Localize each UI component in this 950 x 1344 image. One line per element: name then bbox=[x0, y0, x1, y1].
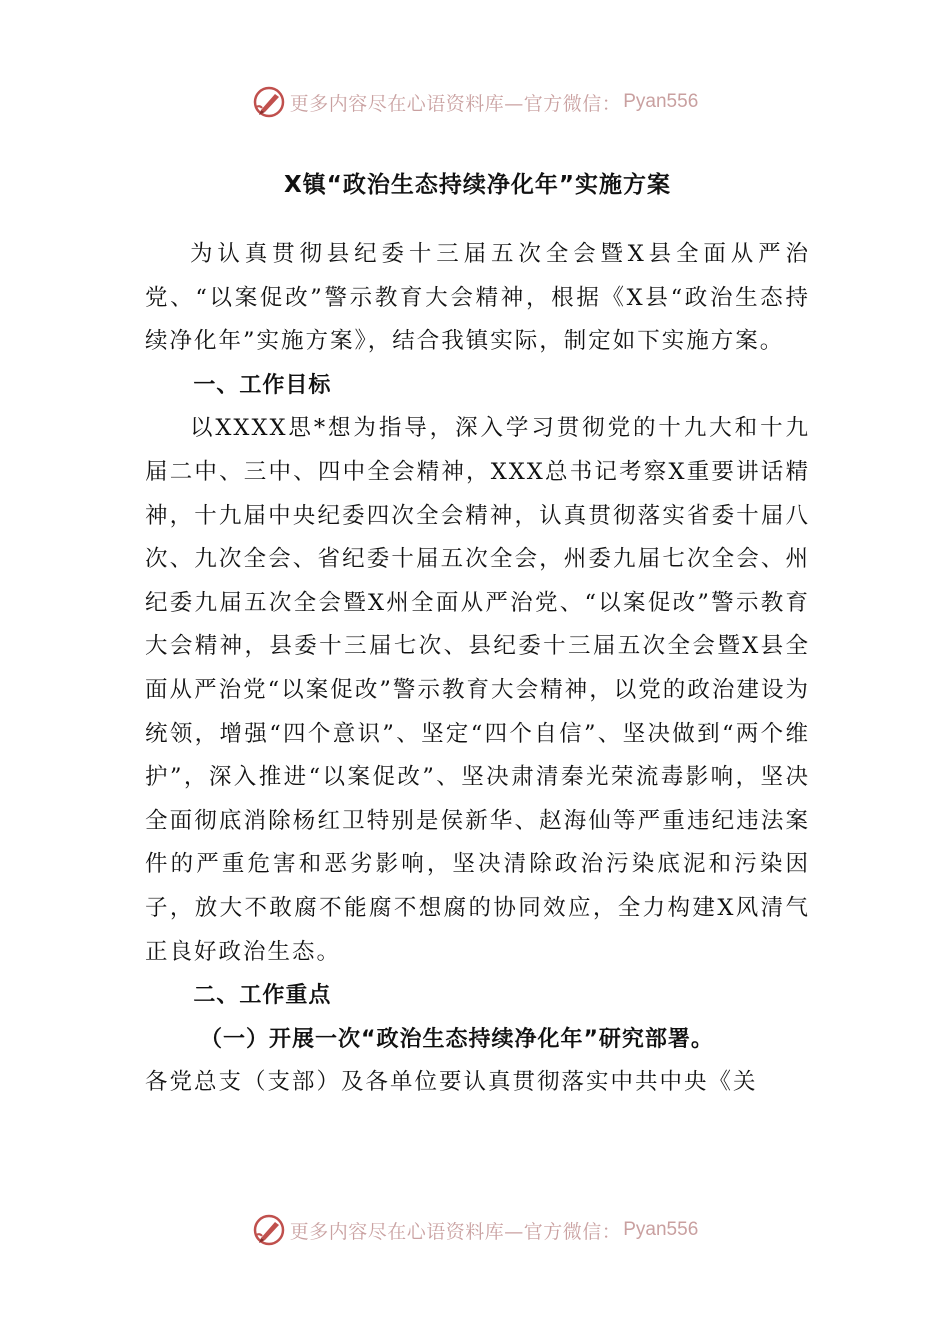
subsection-1-paragraph: 各党总支（支部）及各单位要认真贯彻落实中共中央《关 bbox=[145, 1069, 758, 1096]
document-page bbox=[145, 165, 810, 1105]
pen-logo-icon bbox=[252, 1213, 286, 1247]
footer-watermark bbox=[0, 1210, 950, 1250]
watermark-text: 更多内容尽在心语资料库—官方微信： bbox=[289, 1220, 622, 1243]
intro-paragraph: 为认真贯彻县纪委十三届五次全会暨X县全面从严治党、“以案促改”警示教育大会精神，根据《X县“政治生态持续净化年”实施方案》，结合我镇实际，制定如下实施方案。 bbox=[145, 241, 810, 355]
watermark-text: 更多内容尽在心语资料库—官方微信： bbox=[289, 92, 622, 115]
watermark-handle: Pyan556 bbox=[623, 91, 699, 112]
header-watermark bbox=[0, 82, 950, 122]
section-heading-focus: 二、工作重点 bbox=[193, 983, 332, 1009]
document-title: X镇“政治生态持续净化年”实施方案 bbox=[284, 172, 671, 198]
watermark-handle: Pyan556 bbox=[623, 1219, 699, 1240]
subsection-heading-1: （一）开展一次“政治生态持续净化年”研究部署。 bbox=[200, 1026, 714, 1052]
goals-paragraph: 以XXXX思*想为指导，深入学习贯彻党的十九大和十九届二中、三中、四中全会精神，XXX总书记考察X重要讲话精神，十九届中央纪委四次全会精神，认真贯彻落实省委十届八次、九次全会、省纪委十届五次全会，州委九届七次全会、州纪委九届五次全会暨X州全面从严治党、“以案促改”警示教育大会精神，县委十三届七次、县纪委十三届五次全会暨X县全面从严治党“以案促改”警示教育大会精神，以党的政治建设为统领，增强“四个意识”、坚定“四个自信”、坚决做到“两个维护”，深入推进“以案促改”、坚决肃清秦光荣流毒影响，坚决全面彻底消除杨红卫特别是侯新华、赵海仙等严重违纪违法案件的严重危害和恶劣影响，坚决清除政治污染底泥和污染因子，放大不敢腐不能腐不想腐的协同效应，全力构建X风清气正良好政治生态。 bbox=[145, 415, 810, 965]
pen-logo-icon bbox=[252, 85, 286, 119]
section-heading-goals: 一、工作目标 bbox=[193, 372, 332, 398]
